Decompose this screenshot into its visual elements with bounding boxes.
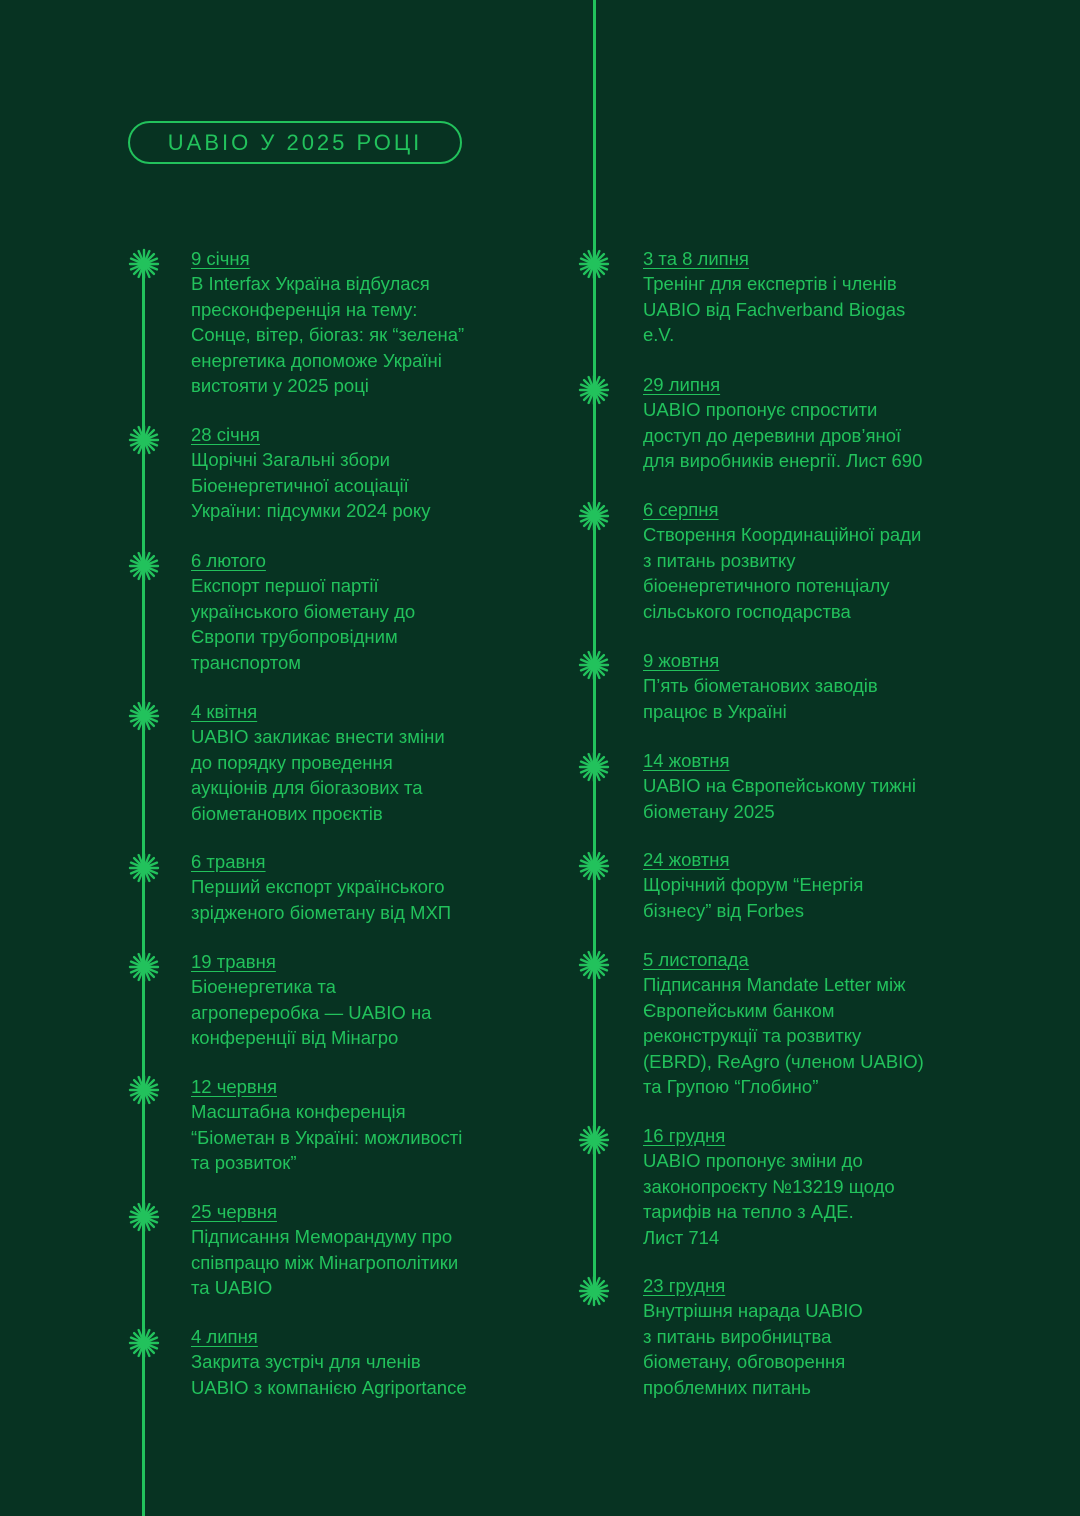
burst-star-icon <box>128 951 160 983</box>
event-item <box>191 699 445 826</box>
burst-star-icon <box>578 1124 610 1156</box>
event-date-link[interactable]: 19 травня <box>191 951 276 972</box>
burst-star-icon <box>128 1327 160 1359</box>
event-date-link[interactable]: 16 грудня <box>643 1125 726 1146</box>
event-description: Закрита зустріч для членів UABIO з компанією Agriportance <box>191 1351 467 1398</box>
burst-star-icon <box>578 374 610 406</box>
event-date-link[interactable]: 14 жовтня <box>643 750 730 771</box>
event-description: UABIO закликає внести зміни до порядку проведення аукціонів для біогазових та біометанових проєктів <box>191 726 445 824</box>
event-date-link[interactable]: 4 квітня <box>191 701 258 722</box>
burst-star-icon <box>128 852 160 884</box>
event-date-link[interactable]: 4 липня <box>191 1326 258 1347</box>
event-item <box>643 648 878 724</box>
event-description: Тренінг для експертів і членів UABIO від Fachverband Biogas e.V. <box>643 273 906 345</box>
burst-star-icon <box>578 500 610 532</box>
event-date-link[interactable]: 9 жовтня <box>643 650 720 671</box>
event-description: UABIO пропонує зміни до законопроєкту №13219 щодо тарифів на тепло з АДЕ. Лист 714 <box>643 1150 895 1248</box>
event-item <box>191 1074 462 1176</box>
event-description: Масштабна конференція “Біометан в Україні: можливості та розвиток” <box>191 1101 463 1173</box>
event-date-link[interactable]: 6 лютого <box>191 550 266 571</box>
event-date-link[interactable]: 5 листопада <box>643 949 749 970</box>
event-description: Біоенергетика та агропереробка — UABIO на конференції від Мінагро <box>191 976 432 1048</box>
event-item <box>643 1273 863 1400</box>
event-item <box>191 949 431 1051</box>
event-item <box>643 1123 895 1250</box>
event-date-link[interactable]: 12 червня <box>191 1076 277 1097</box>
burst-star-icon <box>128 700 160 732</box>
burst-star-icon <box>128 550 160 582</box>
burst-star-icon <box>578 1275 610 1307</box>
event-description: В Interfax Україна відбулася пресконференція на тему: Сонце, вітер, біогаз: як “зелена” енергетика допоможе Україні вистояти у 2025 році <box>191 273 465 396</box>
event-description: Підписання Меморандуму про співпрацю між Мінагрополітики та UABIO <box>191 1226 459 1298</box>
burst-star-icon <box>128 1201 160 1233</box>
burst-star-icon <box>128 248 160 280</box>
event-item <box>643 947 924 1100</box>
event-date-link[interactable]: 25 червня <box>191 1201 277 1222</box>
event-item <box>643 847 863 923</box>
event-description: Щорічний форум “Енергія бізнесу” від Forbes <box>643 874 864 921</box>
event-description: Підписання Mandate Letter між Європейським банком реконструкції та розвитку (EBRD), ReAgro (членом UABIO) та Групою “Глобино” <box>643 974 924 1097</box>
event-description: Внутрішня нарада UABIO з питань виробництва біометану, обговорення проблемних питань <box>643 1300 863 1398</box>
burst-star-icon <box>578 850 610 882</box>
event-description: Перший експорт українського зрідженого біометану від МХП <box>191 876 452 923</box>
event-date-link[interactable]: 28 січня <box>191 424 260 445</box>
event-description: Експорт першої партії українського біометану до Європи трубопровідним транспортом <box>191 575 416 673</box>
event-description: UABIO пропонує спростити доступ до деревини дров’яної для виробників енергії. Лист 690 <box>643 399 923 471</box>
event-item <box>643 497 921 624</box>
event-item <box>643 372 922 474</box>
burst-star-icon <box>128 424 160 456</box>
event-date-link[interactable]: 24 жовтня <box>643 849 730 870</box>
event-item <box>643 748 916 824</box>
event-item <box>191 1199 458 1301</box>
event-date-link[interactable]: 23 грудня <box>643 1275 726 1296</box>
event-item <box>191 1324 467 1400</box>
burst-star-icon <box>578 248 610 280</box>
burst-star-icon <box>128 1074 160 1106</box>
event-date-link[interactable]: 9 січня <box>191 248 250 269</box>
event-item <box>191 849 451 925</box>
burst-star-icon <box>578 649 610 681</box>
burst-star-icon <box>578 751 610 783</box>
event-description: Створення Координаційної ради з питань розвитку біоенергетичного потенціалу сільського господарства <box>643 524 922 622</box>
page-title: UABIO У 2025 РОЦІ <box>128 121 462 164</box>
event-description: Щорічні Загальні збори Біоенергетичної асоціації України: підсумки 2024 року <box>191 449 431 521</box>
event-description: UABIO на Європейському тижні біометану 2025 <box>643 775 917 822</box>
event-date-link[interactable]: 6 серпня <box>643 499 719 520</box>
event-date-link[interactable]: 6 травня <box>191 851 266 872</box>
event-item <box>191 422 431 524</box>
burst-star-icon <box>578 949 610 981</box>
event-item <box>191 548 415 675</box>
event-item <box>191 246 464 399</box>
event-item <box>643 246 905 348</box>
event-date-link[interactable]: 3 та 8 липня <box>643 248 749 269</box>
event-description: П’ять біометанових заводів працює в Україні <box>643 675 878 722</box>
event-date-link[interactable]: 29 липня <box>643 374 721 395</box>
